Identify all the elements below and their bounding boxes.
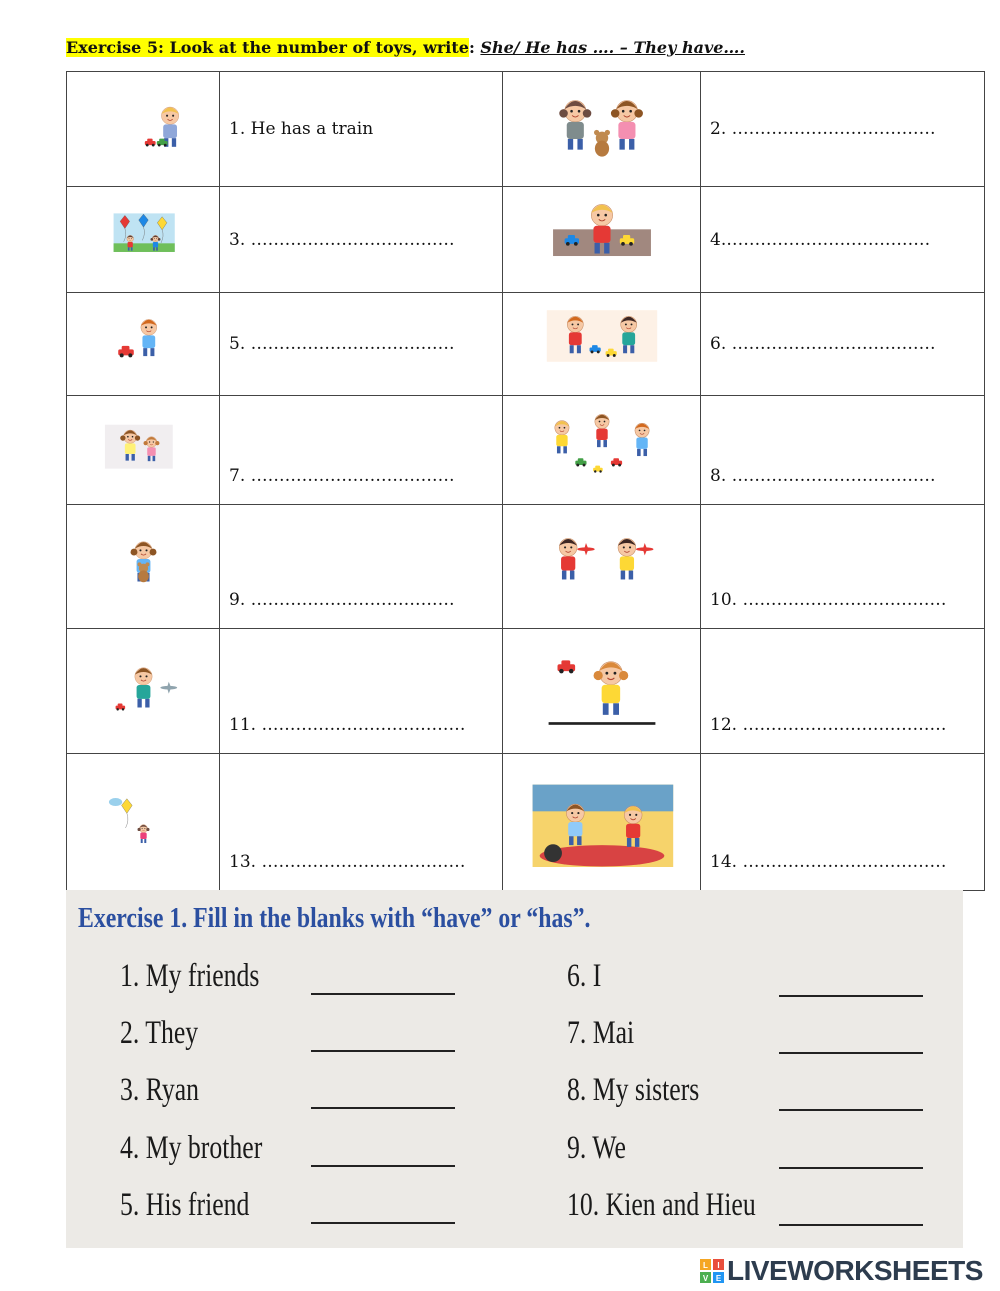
answer-blank[interactable]: [779, 1224, 923, 1226]
exercise-1-item-label: 7. Mai: [567, 1015, 635, 1051]
answer-blank[interactable]: [311, 993, 455, 995]
sentence-cell: [701, 72, 985, 187]
exercise-1-panel: [66, 890, 963, 1248]
boy-with-train-icon: [77, 84, 210, 174]
exercise-5-title-pattern: She/ He has …. – They have….: [480, 38, 745, 57]
sentence-text[interactable]: 2. ………………………………: [710, 119, 936, 139]
answer-blank[interactable]: [311, 1107, 455, 1109]
picture-cell: [67, 187, 220, 293]
picture-cell: [67, 293, 220, 396]
boys-with-toy-cars-icon: [513, 299, 691, 389]
sentence-text[interactable]: 10. ………………………………: [710, 590, 947, 610]
answer-blank[interactable]: [779, 995, 923, 997]
girl-with-kite-icon: [77, 777, 210, 867]
sentence-cell: [220, 72, 503, 187]
sentence-text[interactable]: 1. He has a train: [229, 119, 374, 139]
sentence-cell: [701, 505, 985, 629]
svg-text:I: I: [717, 1261, 720, 1270]
picture-cell: [67, 629, 220, 754]
picture-cell: [503, 505, 701, 629]
boy-with-toy-truck-icon: [77, 299, 210, 389]
picture-cell: [67, 505, 220, 629]
answer-blank[interactable]: [779, 1167, 923, 1169]
picture-cell: [503, 293, 701, 396]
exercise-5-row: [67, 72, 985, 187]
exercise-1-item-label: 2. They: [120, 1015, 199, 1051]
exercise-5-row: [67, 187, 985, 293]
answer-blank[interactable]: [779, 1052, 923, 1054]
sentence-cell: [701, 187, 985, 293]
exercise-5-row: [67, 629, 985, 754]
sentence-cell: [220, 629, 503, 754]
sentence-cell: [220, 293, 503, 396]
sentence-text[interactable]: 14. ………………………………: [710, 852, 947, 872]
answer-blank[interactable]: [311, 1165, 455, 1167]
exercise-1-title: Exercise 1. Fill in the blanks with “have” or “has”.: [78, 902, 591, 934]
picture-cell: [67, 72, 220, 187]
picture-cell: [503, 754, 701, 891]
sentence-text[interactable]: 5. ………………………………: [229, 334, 455, 354]
sentence-cell: [220, 396, 503, 505]
exercise-1-item-label: 9. We: [567, 1130, 626, 1166]
exercise-1-item-label: 4. My brother: [120, 1130, 263, 1166]
answer-blank[interactable]: [311, 1050, 455, 1052]
exercise-1-item-label: 3. Ryan: [120, 1072, 200, 1108]
sentence-cell: [701, 396, 985, 505]
boy-with-toy-cars-icon: [513, 195, 691, 285]
exercise-5-title-highlight: Exercise 5: Look at the number of toys, write: [66, 38, 469, 57]
picture-cell: [503, 72, 701, 187]
svg-text:V: V: [702, 1274, 709, 1283]
sentence-text[interactable]: 7. ………………………………: [229, 466, 455, 486]
exercise-5-row: [67, 505, 985, 629]
sentence-cell: [701, 293, 985, 396]
sentence-text[interactable]: 3. ………………………………: [229, 229, 455, 250]
exercise-5-row: [67, 754, 985, 891]
exercise-1-item-label: 5. His friend: [120, 1187, 250, 1223]
picture-cell: [67, 754, 220, 891]
sentence-cell: [220, 187, 503, 293]
exercise-5-row: [67, 293, 985, 396]
sentence-cell: [220, 754, 503, 891]
exercise-5-title-colon: :: [468, 38, 481, 57]
answer-blank[interactable]: [311, 1222, 455, 1224]
children-with-many-toys-icon: [513, 405, 691, 495]
exercise-5-title: [66, 38, 745, 57]
sentence-cell: [701, 629, 985, 754]
svg-text:L: L: [703, 1261, 708, 1270]
sentence-text[interactable]: 12. ………………………………: [710, 715, 947, 735]
sentence-text[interactable]: 11. ………………………………: [229, 715, 466, 735]
picture-cell: [503, 629, 701, 754]
liveworksheets-logo: [700, 1257, 983, 1285]
sentence-text[interactable]: 4.………………………………: [710, 229, 931, 250]
children-with-toy-boat-icon: [513, 777, 691, 867]
exercise-5-row: [67, 396, 985, 505]
exercise-1-item-label: 10. Kien and Hieu: [567, 1187, 756, 1223]
girls-with-teddy-bears-icon: [513, 84, 691, 174]
answer-blank[interactable]: [779, 1109, 923, 1111]
sentence-text[interactable]: 6. ………………………………: [710, 334, 936, 354]
boys-with-toy-planes-icon: [513, 522, 691, 612]
liveworksheets-badge-icon: [700, 1259, 724, 1283]
sentence-text[interactable]: 13. ………………………………: [229, 852, 466, 872]
sentence-text[interactable]: 8. ………………………………: [710, 466, 936, 486]
exercise-1-item-label: 6. I: [567, 958, 602, 994]
exercise-1-item-label: 1. My friends: [120, 958, 260, 994]
exercise-5-table: [66, 71, 985, 891]
girl-with-teddy-bear-icon: [77, 522, 210, 612]
picture-cell: [503, 187, 701, 293]
sentence-text[interactable]: 9. ………………………………: [229, 590, 455, 610]
liveworksheets-logo-text: LIVEWORKSHEETS: [727, 1255, 983, 1286]
girl-with-dolls-icon: [77, 405, 210, 495]
sentence-cell: [701, 754, 985, 891]
exercise-1-item-label: 8. My sisters: [567, 1072, 700, 1108]
children-with-kites-icon: [77, 195, 210, 285]
svg-text:E: E: [715, 1274, 722, 1283]
sentence-cell: [220, 505, 503, 629]
picture-cell: [67, 396, 220, 505]
boy-with-toy-plane-icon: [77, 646, 210, 736]
girl-with-toy-car-icon: [513, 646, 691, 736]
picture-cell: [503, 396, 701, 505]
